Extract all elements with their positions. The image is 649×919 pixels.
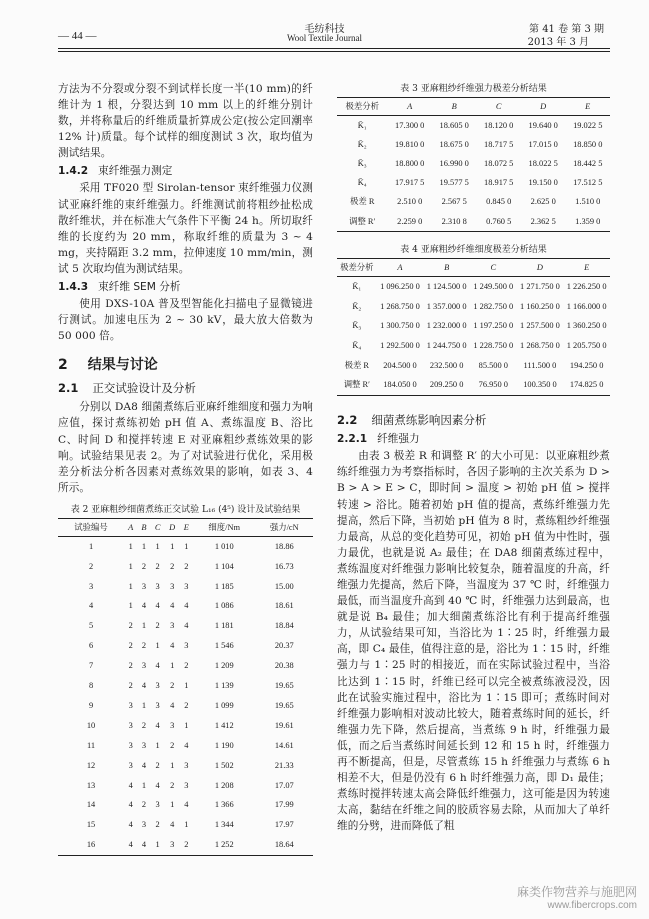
- table-cell: 4: [184, 740, 189, 750]
- section-heading-2: [58, 354, 313, 374]
- table-cell: 17.015 0: [528, 139, 558, 149]
- table-cell: 4: [184, 800, 189, 810]
- table-cell: 1.510 0: [575, 197, 601, 207]
- table-cell: 1 181: [214, 621, 234, 631]
- table2-caption: 表 2 亚麻粗纱细菌煮练正交试验 L₁₆ (4⁵) 设计及试验结果: [70, 504, 301, 515]
- table-cell: 2: [141, 720, 147, 730]
- table-cell: K̄₄: [352, 341, 362, 351]
- table-cell: 2: [128, 621, 133, 631]
- table-cell: 19.810 0: [395, 139, 425, 149]
- table-row: [58, 557, 313, 577]
- paragraph: 方法为不分裂或分裂不到试样长度一半(10 mm)的纤维计为 1 根，分裂达到 10 mm 以上的纤维分别计数，并将称量后的纤维质量折算成公定(按公定回潮率 12% 计)质量。每个试样的细度测试 3 次，取均值为测试结果。: [58, 83, 313, 160]
- table-cell: 1 271.750 0: [520, 281, 560, 291]
- table-cell: 1: [170, 800, 175, 810]
- section-heading-1-4-3: [58, 279, 313, 294]
- table-cell: 194.250 0: [569, 360, 604, 370]
- section-heading-2-2-1: [337, 431, 610, 446]
- table-row: [58, 616, 313, 636]
- table-cell: 2: [141, 561, 147, 571]
- table-row: [337, 297, 610, 317]
- table-cell: 14.61: [274, 740, 294, 750]
- table-cell: 18.86: [274, 541, 294, 551]
- table-cell: 4: [141, 760, 147, 770]
- table-header-cell: 强力/cN: [269, 522, 299, 532]
- table-cell: 2.567 5: [441, 197, 467, 207]
- table-cell: 17.97: [274, 820, 294, 830]
- table-cell: 15: [86, 820, 96, 830]
- table-cell: 3: [128, 720, 133, 730]
- table-cell: 17.300 0: [395, 120, 425, 130]
- table-cell: 2: [184, 840, 189, 850]
- table-cell: 4: [141, 601, 147, 611]
- table-cell: 1: [184, 541, 189, 551]
- table-cell: 0.760 5: [486, 216, 512, 226]
- table-cell: 3: [170, 581, 175, 591]
- table-row: [337, 193, 610, 212]
- table-cell: K̄₁: [352, 281, 362, 291]
- table-cell: 1 010: [214, 541, 234, 551]
- table-cell: 2: [128, 641, 133, 651]
- section-title: 正交试验设计及分析: [92, 381, 196, 396]
- section-heading-2-1: [58, 380, 313, 396]
- table-cell: 3: [155, 800, 160, 810]
- table-cell: 1: [128, 561, 133, 571]
- table-cell: 2: [155, 561, 160, 571]
- table-cell: 8: [88, 681, 94, 691]
- table-cell: 4: [170, 641, 175, 651]
- table-row: [337, 116, 610, 136]
- table-cell: 18.61: [274, 601, 294, 611]
- table-cell: 19.65: [274, 681, 294, 691]
- table-cell: 18.022 5: [528, 158, 558, 168]
- table-cell: 1: [141, 700, 147, 710]
- table-cell: 1 502: [214, 760, 234, 770]
- table-cell: 1: [88, 541, 94, 551]
- table-row: [337, 212, 610, 232]
- table-row: [58, 696, 313, 716]
- paragraph: 分别以 DA8 细菌煮练后亚麻纤维细度和强力为响应值，探讨煮练初始 pH 值 A、煮练温度 B、浴比 C、时间 D 和搅拌转速 E 对亚麻粗纱煮练效果的影响。试验结果见表 2。为了对试验进行优化，采用极差分析法分析各因素对煮练效果的影响，如表 3、4 所示。: [58, 401, 313, 494]
- table4: [337, 258, 610, 396]
- table-cell: 调整 R′: [343, 380, 370, 390]
- table-row: [58, 835, 313, 855]
- table-cell: 1: [128, 581, 133, 591]
- table-cell: 1 366: [214, 800, 234, 810]
- table-cell: 20.37: [274, 641, 294, 651]
- table-cell: 2.625 0: [530, 197, 556, 207]
- table-row: [58, 636, 313, 656]
- table-cell: 18.717 5: [484, 139, 514, 149]
- table-header-cell: D: [169, 522, 176, 532]
- table-cell: 2: [128, 681, 133, 691]
- table-cell: 6: [88, 641, 94, 651]
- table-header-cell: B: [141, 522, 147, 532]
- table-cell: 18.072 5: [484, 158, 514, 168]
- table2: [58, 518, 313, 856]
- table-cell: 1 104: [214, 561, 234, 571]
- table-row: [58, 656, 313, 676]
- table-cell: 1: [128, 541, 133, 551]
- table-cell: 209.250 0: [429, 380, 464, 390]
- table-cell: 3: [141, 820, 147, 830]
- table-cell: 1: [184, 820, 189, 830]
- paragraph: 采用 TF020 型 Sirolan-tensor 束纤维强力仪测试亚麻纤维的束纤维强力。纤维测试前将粗纱扯松成散纤维状，并在标准大气条件下平衡 24 h。所切取纤维的长度约为 20 mm，称取纤维的质量为 3 ~ 4 mg，夹持隔距 3.2 mm，拉伸速度 10 mm/min，测试 5 次取均值为测试结果。: [58, 182, 313, 275]
- table-cell: 3: [141, 740, 147, 750]
- table-cell: 极差 R: [350, 197, 375, 207]
- section-number: 2.2: [337, 413, 358, 428]
- table-cell: 4: [128, 840, 133, 850]
- table-cell: 232.500 0: [429, 360, 464, 370]
- table-cell: 18.84: [274, 621, 294, 631]
- section-number: 2: [58, 357, 68, 374]
- table-row: [337, 336, 610, 356]
- paragraph: 由表 3 极差 R 和调整 R′ 的大小可见：以亚麻粗纱煮练纤维强力为考察指标时，各因子影响的主次关系为 D > B > A > E > C，即时间 > 温度 > 初始 pH 值 > 搅拌转速 > 浴比。随着初始 pH 值的提高，煮练纤维强力先提高，然后下降，当初始 pH 值为 8 时，煮练粗纱纤维强力最高，从总的变化趋势可见，初始 pH 值为中性时，强力最优，也就是说 A₂ 最佳；在 DA8 细菌煮练过程中，煮练温度对纤维强力影响比较复杂，随着温度的升高，纤维强力先提高，然后下降，当温度为 37 ℃ 时，纤维强力最低，而当温度升高到 40 ℃ 时，纤维强力达到最高，也就是说 B₄ 最佳；加大细菌煮练浴比有利于提高纤维强力，从试验结果可知，当浴比为 1∶25 时，纤维强力最高，即 C₄ 最佳，值得注意的是，浴比为 1∶15 时，纤维强力与 1∶25 时的相接近，而在实际试验过程中，当浴比达到 1∶15 时，纤维已经可以完全被煮练液浸没，因此在试验实施过程中，浴比为 1∶15 即可；煮练时间对纤维强力影响相对波动比较大，随着煮练时间的延长，纤维强力先下降，然后提高，当煮练 9 h 时，纤维强力最低，而之后当煮练时间延长到 12 和 15 h 时，纤维强力再不断提高，但是，尽管煮练 15 h 纤维强力与煮练 6 h 相差不大，但是仍没有 6 h 时纤维强力高，即 D₁ 最佳；煮练时搅拌转速太高会降低纤维强力，这可能是因为转速太高，黏结在纤维之间的胶质容易去除，从而加大了单纤维的分劈，进而降低了粗: [337, 450, 610, 833]
- table-cell: K̄₃: [357, 158, 367, 168]
- table-cell: 1 300.750 0: [380, 321, 420, 331]
- table-cell: 1: [170, 661, 175, 671]
- table-row: [58, 597, 313, 617]
- table-cell: 111.500 0: [523, 360, 557, 370]
- table-cell: 1 160.250 0: [520, 301, 560, 311]
- table-cell: 4: [155, 601, 160, 611]
- table-row: [58, 795, 313, 815]
- table-cell: 1: [155, 740, 160, 750]
- table-cell: 1: [155, 641, 160, 651]
- table-header-cell: A: [128, 522, 134, 532]
- table3: [337, 97, 610, 232]
- issue-date: 2013 年 3 月: [527, 37, 589, 48]
- table-cell: 4: [128, 820, 133, 830]
- section-number: 1.4.2: [58, 165, 89, 178]
- table-row: [337, 135, 610, 154]
- table-header-cell: A: [397, 263, 403, 273]
- table-cell: 5: [88, 621, 94, 631]
- table-cell: 3: [141, 581, 147, 591]
- table-cell: 3: [155, 681, 160, 691]
- table-cell: 2: [155, 760, 160, 770]
- table-cell: 76.950 0: [478, 380, 508, 390]
- table-cell: 204.500 0: [383, 360, 417, 370]
- table-cell: 2: [170, 561, 175, 571]
- table-cell: 1 209: [214, 661, 234, 671]
- table-header-cell: C: [154, 522, 161, 532]
- table-cell: 19.022 5: [573, 120, 603, 130]
- table-cell: 3: [184, 780, 189, 790]
- watermark-url: www.fibercrops.com: [547, 900, 637, 911]
- table-cell: 4: [155, 661, 160, 671]
- table-cell: 2.310 8: [441, 216, 467, 226]
- table-cell: 16.73: [274, 561, 294, 571]
- table-cell: 1 257.500 0: [520, 321, 560, 331]
- table-header-cell: D: [536, 263, 543, 273]
- table-cell: 18.605 0: [439, 120, 469, 130]
- section-heading-1-4-2: [58, 163, 313, 178]
- table-cell: 3: [155, 581, 160, 591]
- table-cell: 1 139: [214, 681, 234, 691]
- table-cell: 3: [128, 760, 133, 770]
- table-cell: 1 268.750 0: [380, 301, 420, 311]
- table-cell: 1: [128, 601, 133, 611]
- table-cell: K̄₂: [357, 139, 367, 149]
- table-row: [58, 577, 313, 597]
- table-cell: 7: [88, 661, 94, 671]
- table-cell: 1 096.250 0: [380, 281, 420, 291]
- table-cell: 2.510 0: [397, 197, 423, 207]
- table-cell: 1 249.500 0: [473, 281, 514, 291]
- table-cell: 2: [184, 661, 189, 671]
- table-cell: 17.99: [274, 800, 294, 810]
- table-cell: 3: [88, 581, 94, 591]
- table-cell: 17.512 5: [573, 178, 603, 188]
- section-heading-2-2: [337, 412, 610, 428]
- table-header-cell: D: [540, 102, 547, 111]
- table-header-cell: 试验编号: [74, 522, 108, 532]
- table-cell: 2: [141, 800, 147, 810]
- table-header-cell: E: [183, 522, 189, 532]
- table-cell: 1 208: [214, 780, 234, 790]
- table-cell: 18.120 0: [484, 120, 514, 130]
- journal-name-en: Wool Textile Journal: [287, 33, 362, 43]
- table-cell: 4: [155, 720, 160, 730]
- table-cell: 18.675 0: [439, 139, 469, 149]
- table-cell: 2: [170, 780, 175, 790]
- table-cell: 1: [170, 760, 175, 770]
- table-cell: 2: [170, 740, 175, 750]
- table-cell: 4: [170, 700, 175, 710]
- table4-caption: 表 4 亚麻粗纱纤维细度极差分析结果: [400, 245, 547, 256]
- table-row: [337, 154, 610, 173]
- table-cell: 1 244.750 0: [426, 341, 467, 351]
- table-cell: 2: [88, 561, 94, 571]
- table-cell: 1: [155, 840, 160, 850]
- table-cell: 4: [184, 601, 189, 611]
- table-cell: 3: [128, 740, 133, 750]
- table-header-cell: C: [490, 263, 497, 273]
- table-cell: 100.350 0: [523, 380, 557, 390]
- table-cell: 4: [170, 601, 175, 611]
- section-title: 束纤维强力测定: [98, 165, 173, 178]
- table-cell: 2: [155, 621, 160, 631]
- table-cell: 19.61: [274, 720, 294, 730]
- table-cell: 17.07: [274, 780, 294, 790]
- table-cell: 17.917 5: [395, 178, 425, 188]
- table-cell: 1 282.750 0: [473, 301, 514, 311]
- table-cell: 1 357.000 0: [426, 301, 467, 311]
- table-header-cell: E: [585, 102, 591, 111]
- table-cell: 14: [86, 800, 96, 810]
- table-header-cell: 细度/Nm: [208, 522, 241, 532]
- table-header-cell: B: [444, 263, 450, 273]
- table-cell: 4: [141, 681, 147, 691]
- table-header-cell: B: [451, 102, 457, 111]
- table-cell: 3: [184, 760, 189, 770]
- section-title: 细菌煮练影响因素分析: [371, 413, 487, 428]
- table-cell: 1 086: [214, 601, 234, 611]
- table-cell: 19.150 0: [528, 178, 558, 188]
- table-cell: 1: [155, 541, 160, 551]
- table-cell: 19.65: [274, 700, 294, 710]
- table-cell: 调整 R′: [349, 216, 376, 226]
- table-cell: 1: [141, 541, 147, 551]
- table-cell: 13: [86, 780, 96, 790]
- table-cell: 18.850 0: [573, 139, 603, 149]
- table-cell: 1 205.750 0: [566, 341, 607, 351]
- table-row: [337, 376, 610, 396]
- table-cell: 4: [141, 840, 147, 850]
- table-cell: 1: [184, 720, 189, 730]
- table-row: [58, 815, 313, 835]
- table-cell: 1 124.500 0: [426, 281, 467, 291]
- left-column: [58, 81, 313, 856]
- table3-caption: 表 3 亚麻粗纱纤维强力极差分析结果: [400, 84, 547, 94]
- table-cell: 2.362 5: [530, 216, 556, 226]
- table-cell: 18.442 5: [573, 158, 603, 168]
- table-header-cell: 极差分析: [340, 263, 374, 273]
- table-cell: 3: [128, 700, 133, 710]
- table-header-cell: 极差分析: [345, 102, 379, 111]
- table-row: [337, 317, 610, 337]
- table-cell: K̄₂: [352, 301, 362, 311]
- table-cell: 1 268.750 0: [520, 341, 560, 351]
- table-cell: 3: [184, 641, 189, 651]
- table-cell: 1 292.500 0: [380, 341, 420, 351]
- table-cell: 16: [86, 840, 96, 850]
- table-row: [337, 356, 610, 376]
- table-cell: 1 344: [214, 820, 234, 830]
- table-cell: 3: [170, 621, 175, 631]
- table-row: [58, 756, 313, 776]
- table-cell: 1 185: [214, 581, 234, 591]
- table-cell: 1: [184, 681, 189, 691]
- section-number: 1.4.3: [58, 281, 89, 294]
- table-cell: 15.00: [274, 581, 294, 591]
- table-cell: 3: [170, 720, 175, 730]
- table-cell: 2: [155, 820, 160, 830]
- header-rule-bottom: [58, 51, 610, 52]
- table-cell: 1: [170, 541, 175, 551]
- section-number: 2.2.1: [337, 433, 368, 446]
- table-cell: 1 099: [214, 700, 234, 710]
- table-cell: 4: [170, 820, 175, 830]
- table-cell: 1 166.000 0: [566, 301, 607, 311]
- table-cell: 极差 R: [344, 360, 370, 370]
- table-cell: 0.845 0: [486, 197, 512, 207]
- page-number: — 44 —: [58, 30, 97, 42]
- table-row: [337, 277, 610, 297]
- table-cell: 85.500 0: [478, 360, 508, 370]
- table-cell: 3: [155, 700, 160, 710]
- section-title: 束纤维 SEM 分析: [98, 281, 181, 294]
- table-cell: 184.050 0: [383, 380, 417, 390]
- table-row: [58, 716, 313, 736]
- table-cell: 4: [88, 601, 94, 611]
- table-cell: 1 412: [214, 720, 234, 730]
- right-column: [337, 81, 610, 835]
- table-cell: 11: [86, 740, 96, 750]
- table-cell: 3: [141, 661, 147, 671]
- table-cell: 9: [88, 700, 94, 710]
- table-row: [58, 776, 313, 796]
- table-row: [58, 736, 313, 756]
- table-cell: 1 232.000 0: [426, 321, 467, 331]
- table-cell: 19.640 0: [528, 120, 558, 130]
- table-cell: 4: [184, 621, 189, 631]
- page-header: [0, 0, 649, 72]
- table-cell: K̄₁: [357, 120, 367, 130]
- table-cell: 21.33: [274, 760, 294, 770]
- table-cell: 1.359 0: [575, 216, 601, 226]
- table-cell: K̄₄: [357, 178, 367, 188]
- table-cell: 1 228.750 0: [473, 341, 514, 351]
- table-cell: 18.800 0: [395, 158, 425, 168]
- table-cell: 3: [184, 581, 189, 591]
- table-cell: 2: [170, 681, 175, 691]
- table-cell: 1 546: [214, 641, 234, 651]
- table-cell: 1: [141, 621, 147, 631]
- table-cell: K̄₃: [352, 321, 362, 331]
- table-cell: 2: [128, 661, 133, 671]
- table-cell: 2: [184, 700, 189, 710]
- section-number: 2.1: [58, 381, 79, 396]
- table-cell: 19.577 5: [439, 178, 469, 188]
- table-header-cell: E: [584, 263, 590, 273]
- volume-issue: 第 41 卷 第 3 期: [529, 24, 604, 35]
- table-cell: 1 226.250 0: [566, 281, 607, 291]
- table-cell: 2: [141, 641, 147, 651]
- table-cell: 2: [184, 561, 189, 571]
- table-cell: 12: [86, 760, 96, 770]
- journal-name-cn: 毛纺科技: [304, 24, 345, 35]
- table-cell: 3: [170, 840, 175, 850]
- header-rule-top: [58, 48, 610, 49]
- table-cell: 174.825 0: [569, 380, 604, 390]
- table-cell: 1 360.250 0: [566, 321, 607, 331]
- table-row: [58, 676, 313, 696]
- table-header-cell: C: [495, 102, 502, 111]
- table-cell: 18.64: [274, 840, 294, 850]
- table-cell: 20.38: [274, 661, 294, 671]
- table-cell: 4: [155, 780, 160, 790]
- watermark: [517, 885, 637, 913]
- table-cell: 1 197.250 0: [473, 321, 514, 331]
- table-cell: 16.990 0: [439, 158, 469, 168]
- table-cell: 4: [128, 800, 133, 810]
- table-cell: 4: [128, 780, 133, 790]
- table-row: [337, 174, 610, 193]
- table-row: [58, 536, 313, 556]
- watermark-cn: 麻类作物营养与施肥网: [516, 885, 637, 899]
- table-cell: 2.259 0: [397, 216, 423, 226]
- paragraph: 使用 DXS-10A 普及型智能化扫描电子显微镜进行测试。加速电压为 2 ~ 30 kV，最大放大倍数为 50 000 倍。: [58, 298, 313, 343]
- section-title: 纤维强力: [377, 433, 420, 446]
- table-cell: 18.917 5: [484, 178, 514, 188]
- section-title: 结果与讨论: [87, 357, 158, 374]
- table-cell: 1: [141, 780, 147, 790]
- table-header-cell: A: [407, 102, 413, 111]
- table-cell: 10: [86, 720, 96, 730]
- table-cell: 1 190: [214, 740, 234, 750]
- table-cell: 1 252: [214, 840, 234, 850]
